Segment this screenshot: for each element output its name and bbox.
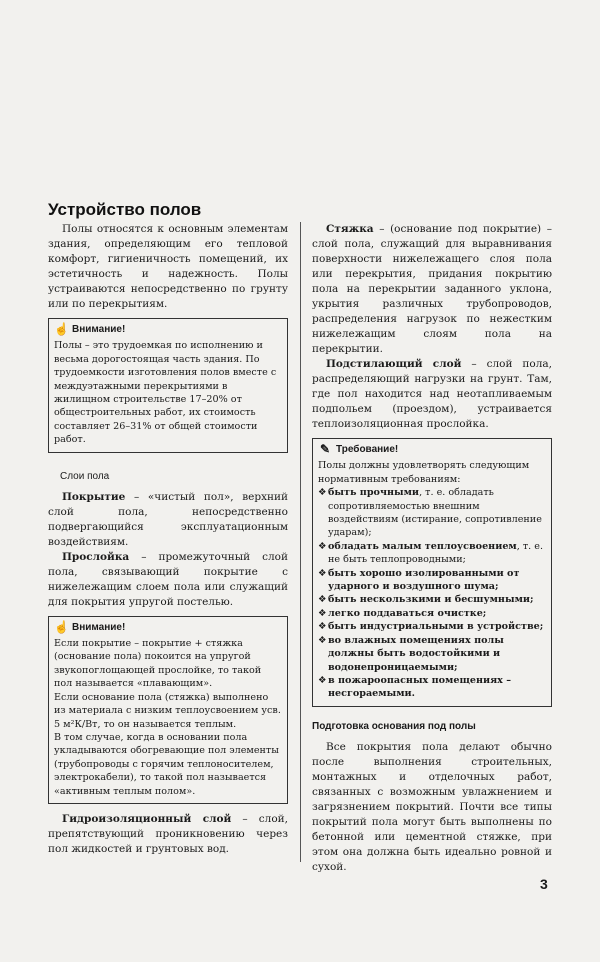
gidro-text: – слой, препятствующий проникновению через пол жидкостей и грунтовых вод. <box>48 812 288 855</box>
diamond-bullet-icon: ❖ <box>318 634 327 646</box>
list-item: ❖легко поддаваться очистке; <box>318 607 487 619</box>
styazhka-paragraph <box>312 222 552 357</box>
hand-icon: ☝ <box>54 619 69 634</box>
attention-heading-1: Внимание! <box>72 324 126 335</box>
column-divider <box>300 222 301 862</box>
diamond-bullet-icon: ❖ <box>318 607 327 619</box>
podstil-text: – слой пола, распределяющий нагрузки на грунт. Там, где пол находится над неотапливаемым подпольем (проездом), устраивается теплоизоляционная прослойка. <box>312 358 552 430</box>
prosloyka-text: – промежуточный слой пола, связывающий покрытие с нижележащим слоем пола или служащий для покрытия упругой постелью. <box>48 550 288 608</box>
list-item: ❖быть нескользкими и бесшумными; <box>318 594 534 606</box>
attention-box-2 <box>48 616 288 804</box>
styazhka-text: – (основание под покрытие) – слой пола, служащий для выравнивания поверхности нижележащего слоя пола или перекрытия, придания покрытию пола на перекрытии заданного уклона, укрытия различных трубопроводов, распределения нагрузок по нежестким нижележащим слоям пола на перекрытии. <box>312 223 552 355</box>
diamond-bullet-icon: ❖ <box>318 621 327 633</box>
diamond-bullet-icon: ❖ <box>318 487 327 499</box>
diamond-bullet-icon: ❖ <box>318 674 327 686</box>
hand-icon: ☝ <box>54 322 69 336</box>
page-number: 3 <box>540 876 548 892</box>
pokrytie-paragraph <box>48 490 288 550</box>
term-podstil: Подстилающий слой <box>326 358 462 370</box>
list-item: ❖быть хорошо изолированными от ударного и воздушного шума; <box>318 567 520 593</box>
requirement-heading: Требование! <box>336 444 399 455</box>
diamond-bullet-icon: ❖ <box>318 567 327 579</box>
term-prosloyka: Прослойка <box>62 550 130 563</box>
gidro-paragraph <box>48 812 288 857</box>
diamond-bullet-icon: ❖ <box>318 540 327 552</box>
term-styazhka: Стяжка <box>326 223 374 235</box>
list-item: ❖в пожароопасных помещениях – несгораемыми. <box>318 674 512 700</box>
attention-heading-2: Внимание! <box>72 621 126 633</box>
podstil-paragraph <box>312 357 552 432</box>
page-title: Устройство полов <box>48 200 202 219</box>
term-gidro: Гидроизоляционный слой <box>62 812 232 825</box>
diamond-bullet-icon: ❖ <box>318 594 327 606</box>
right-column <box>312 222 552 875</box>
attention2-p3: В том случае, когда в основании пола укладываются обогревающие пол элементы (трубопроводы с горячим теплоносителем, электрокабели), то такой пол называется «активным теплым полом». <box>54 731 279 797</box>
pen-icon: ✎ <box>319 442 331 456</box>
pokrytie-text: – «чистый пол», верхний слой пола, непосредственно подвергающийся эксплуатационным воздействиям. <box>48 490 288 548</box>
intro-paragraph: Полы относятся к основным элементам здания, определяющим его тепловой комфорт, гигиеничность помещений, их эстетичность и надежность. Полы устраиваются непосредственно по грунту или по перекрытиям. <box>48 223 288 310</box>
left-column <box>48 222 288 857</box>
prep-paragraph: Все покрытия пола делают обычно после выполнения строительных, монтажных и отделочных работ, связанных с возможным увлажнением и загрязнением покрытий. Почти все типы покрытий пола могут быть выполнены по бетонной или цементной стяжке, при этом она должна быть идеально ровной и сухой. <box>312 740 552 873</box>
list-item: ❖быть прочными, т. е. обладать сопротивляемостью внешним воздействиям (истирание, сопротивление ударам); <box>318 487 542 539</box>
attention2-p1: Если покрытие – покрытие + стяжка (основание пола) покоится на упругой звукопоглощающей прослойке, то такой пол называется «плавающим». <box>54 638 262 690</box>
list-item: ❖во влажных помещениях полы должны быть водостойкими и водонепроницаемыми; <box>318 634 504 673</box>
layers-heading: Слои пола <box>60 470 110 482</box>
list-item: ❖быть индустриальными в устройстве; <box>318 621 544 633</box>
attention-text-1: Полы – это трудоемкая по исполнению и весьма дорогостоящая часть здания. По трудоемкости изготовления полов вместе с междуэтажными перекрытиями в жилищном строительстве 17–20% от общестроительных работ, их стоимость составляет 26–31% от общей стоимости работ. <box>54 340 277 446</box>
prosloyka-paragraph <box>48 550 288 610</box>
attention-box-1 <box>48 318 288 453</box>
prep-heading: Подготовка основания под полы <box>312 720 476 732</box>
list-item: ❖обладать малым теплоусвоением, т. е. не быть теплопроводными; <box>318 540 543 566</box>
requirement-box <box>312 438 552 707</box>
requirement-intro: Полы должны удовлетворять следующим нормативным требованиям: <box>318 460 530 485</box>
attention2-p2: Если основание пола (стяжка) выполнено из материала с низким теплоусвоением усв. 5 м²К/Вт, то он называется теплым. <box>54 691 281 730</box>
term-pokrytie: Покрытие <box>62 490 126 503</box>
requirement-list <box>318 486 546 701</box>
